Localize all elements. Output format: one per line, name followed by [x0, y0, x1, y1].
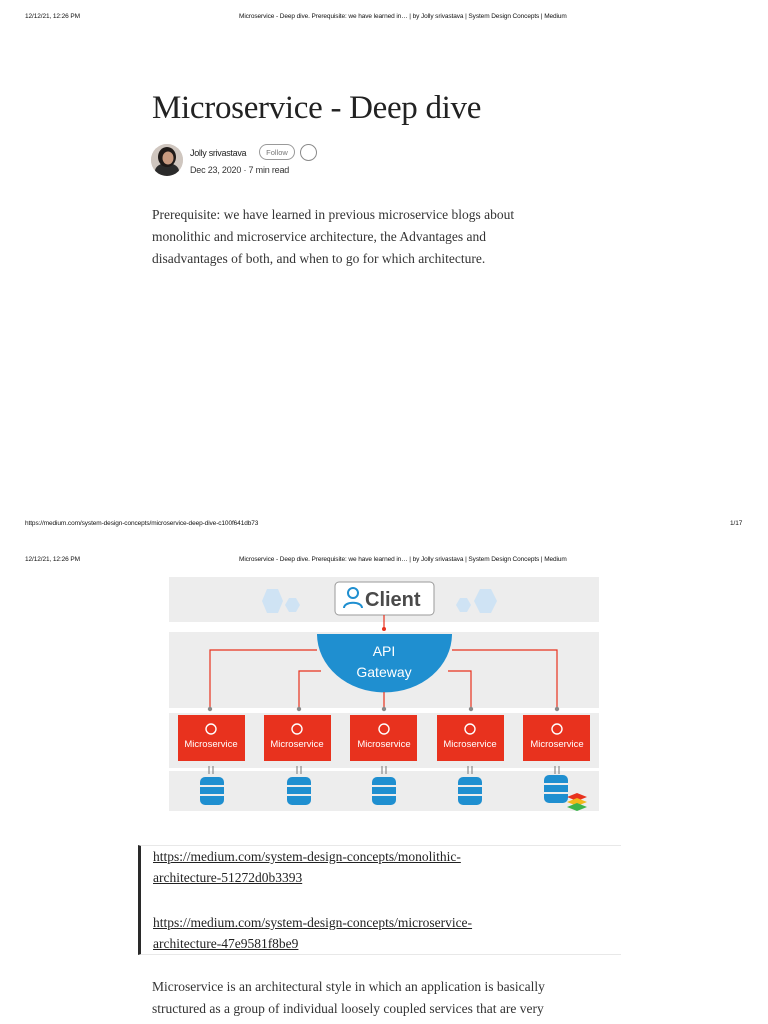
- avatar-photo: [151, 144, 183, 176]
- database-icon: [372, 777, 396, 805]
- article-title: Microservice - Deep dive: [152, 90, 482, 126]
- database-icon: [200, 777, 224, 805]
- follow-button[interactable]: Follow: [259, 144, 295, 160]
- microservice-label: Microservice: [270, 739, 324, 750]
- microservice-label: Microservice: [443, 739, 497, 750]
- membership-icon[interactable]: [300, 144, 317, 161]
- microservice-label: Microservice: [184, 739, 238, 750]
- microservice-link-line-2[interactable]: architecture-47e9581f8be9: [153, 936, 299, 951]
- microservice-architecture-diagram: [167, 575, 601, 812]
- monolithic-link-line-1[interactable]: https://medium.com/system-design-concepts/monolithic-: [153, 849, 461, 864]
- print-doc-title: Microservice - Deep dive. Prerequisite: we have learned in… | by Jolly srivastava | System Design Concepts | Medium: [239, 556, 567, 563]
- microservice-box-1: [178, 715, 245, 761]
- intro-line-1: Prerequisite: we have learned in previous microservice blogs about: [152, 207, 515, 222]
- database-icon: [287, 777, 311, 805]
- gateway-label-line-2: Gateway: [356, 664, 412, 680]
- publish-meta: Dec 23, 2020 · 7 min read: [190, 165, 290, 175]
- client-box: [335, 582, 434, 615]
- database-icon: [458, 777, 482, 805]
- body-line-2: structured as a group of individual loosely coupled services that are very: [152, 1001, 544, 1016]
- microservice-label: Microservice: [530, 739, 584, 750]
- monolithic-link-line-2[interactable]: architecture-51272d0b3393: [153, 870, 303, 885]
- microservice-link-line-1[interactable]: https://medium.com/system-design-concepts/microservice-: [153, 915, 473, 930]
- intro-line-3: disadvantages of both, and when to go for which architecture.: [152, 251, 486, 266]
- gateway-label-line-1: API: [372, 643, 396, 659]
- microservice-box-3: [350, 715, 417, 761]
- database-icon: [544, 775, 568, 803]
- microservice-box-2: [264, 715, 331, 761]
- print-doc-title: Microservice - Deep dive. Prerequisite: we have learned in… | by Jolly srivastava | System Design Concepts | Medium: [239, 13, 567, 20]
- client-label: Client: [365, 589, 421, 611]
- intro-line-2: monolithic and microservice architecture, the Advantages and: [152, 229, 486, 244]
- author-avatar[interactable]: [151, 144, 183, 176]
- print-footer-url: https://medium.com/system-design-concepts/microservice-deep-dive-c100f641db73: [25, 520, 259, 527]
- microservice-box-4: [437, 715, 504, 761]
- body-line-1: Microservice is an architectural style in which an application is basically: [152, 979, 545, 994]
- author-name[interactable]: Jolly srivastava: [190, 148, 247, 158]
- microservice-box-5: [523, 715, 590, 761]
- microservice-label: Microservice: [357, 739, 411, 750]
- print-page-number: 1/17: [730, 520, 743, 527]
- print-datetime: 12/12/21, 12:26 PM: [25, 556, 80, 563]
- print-datetime: 12/12/21, 12:26 PM: [25, 13, 80, 20]
